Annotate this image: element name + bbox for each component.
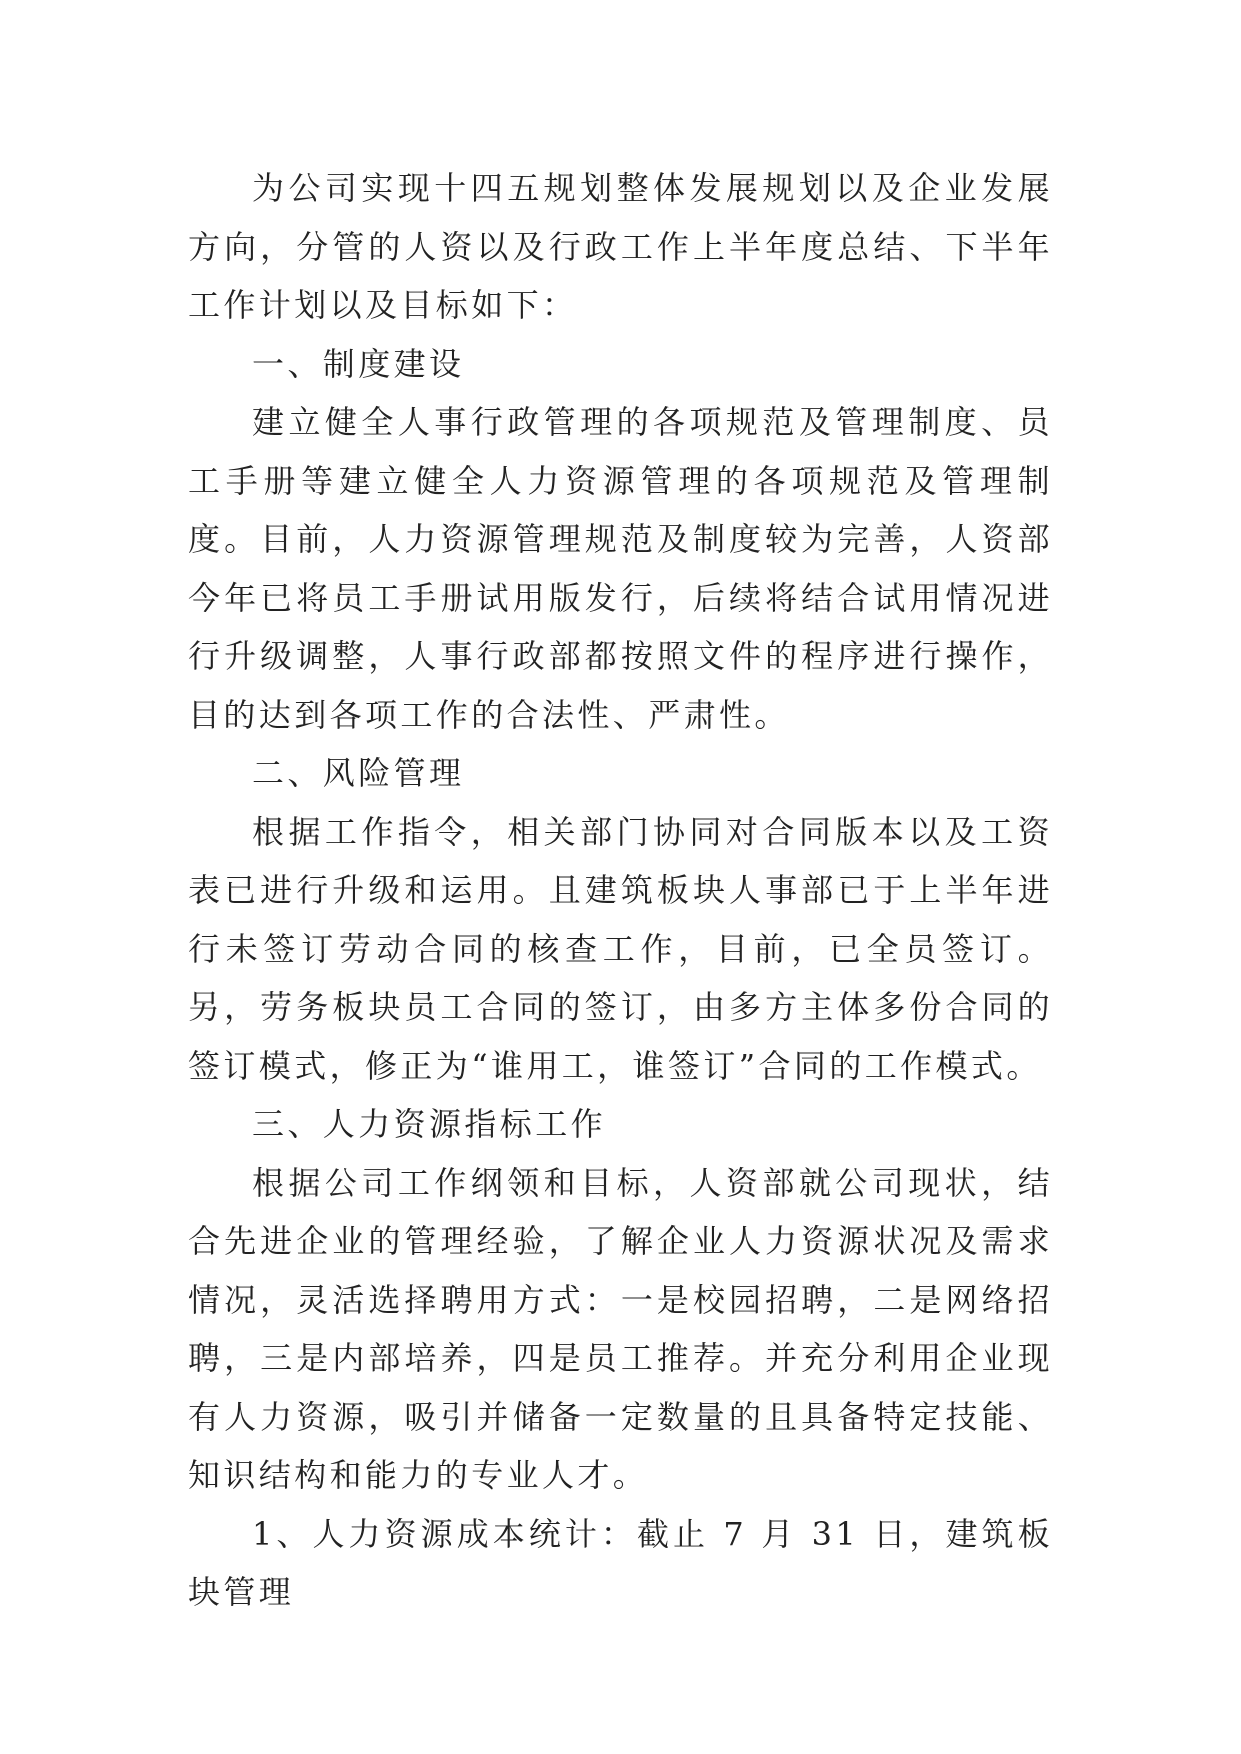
hr-indicators-paragraph: 根据公司工作纲领和目标，人资部就公司现状，结合先进企业的管理经验，了解企业人力资源状况及需求情况，灵活选择聘用方式：一是校园招聘，二是网络招聘，三是内部培养，四是员工推荐。并充分利用企业现有人力资源，吸引并储备一定数量的且具备特定技能、知识结构和能力的专业人才。 bbox=[188, 1163, 1053, 1494]
section-heading-hr-indicators: 三、人力资源指标工作 bbox=[252, 1105, 607, 1143]
intro-paragraph: 为公司实现十四五规划整体发展规划以及企业发展方向，分管的人资以及行政工作上半年度总结、下半年工作计划以及目标如下： bbox=[188, 169, 1053, 324]
document-body bbox=[188, 159, 1053, 1622]
system-construction-paragraph: 建立健全人事行政管理的各项规范及管理制度、员工手册等建立健全人力资源管理的各项规范及管理制度。目前，人力资源管理规范及制度较为完善，人资部今年已将员工手册试用版发行，后续将结合试用情况进行升级调整，人事行政部都按照文件的程序进行操作，目的达到各项工作的合法性、严肃性。 bbox=[188, 403, 1053, 734]
section-heading-risk-management: 二、风险管理 bbox=[252, 754, 465, 792]
hr-cost-statistics-paragraph: 1、人力资源成本统计：截止 7 月 31 日，建筑板块管理 bbox=[188, 1514, 1053, 1611]
risk-management-paragraph: 根据工作指令，相关部门协同对合同版本以及工资表已进行升级和运用。且建筑板块人事部已于上半年进行未签订劳动合同的核查工作，目前，已全员签订。另，劳务板块员工合同的签订，由多方主体多份合同的签订模式，修正为“谁用工，谁签订”合同的工作模式。 bbox=[188, 812, 1053, 1085]
section-heading-system-construction: 一、制度建设 bbox=[252, 344, 465, 383]
